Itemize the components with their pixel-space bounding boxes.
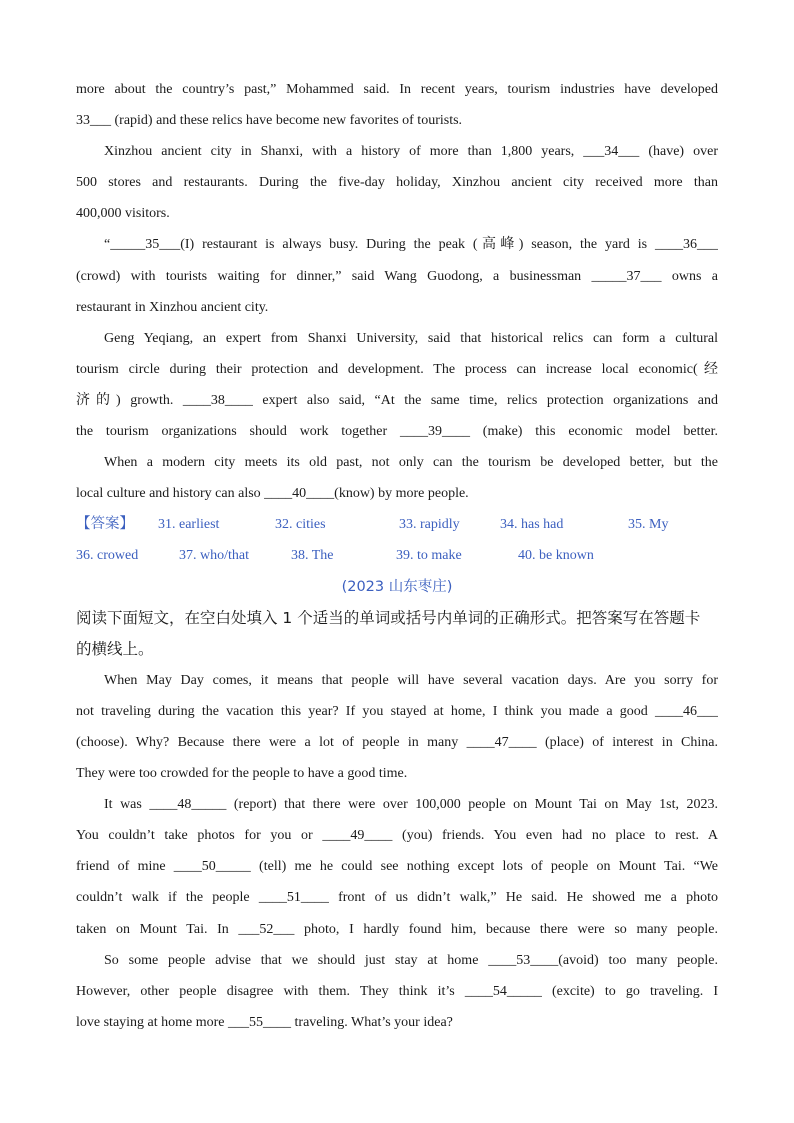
passage2-line: When May Day comes, it means that people will have several vacation days. Are you sorry for bbox=[104, 672, 718, 688]
answer-row-1 bbox=[76, 509, 718, 540]
passage1-line: the tourism organizations should work together ____39____ (make) this economic model better. bbox=[76, 424, 718, 440]
passage1-line: 400,000 visitors. bbox=[76, 206, 170, 222]
passage1-line: Geng Yeqiang, an expert from Shanxi University, said that historical relics can form a cultural bbox=[104, 330, 718, 346]
passage2-line: couldn’t walk if the people ____51____ front of us didn’t walk,” He said. He showed me a photo bbox=[76, 890, 718, 906]
passage1-line: “_____35___(I) restaurant is always busy. During the peak (高峰) season, the yard is ____36___ bbox=[104, 237, 718, 253]
passage2-line: love staying at home more ___55____ traveling. What’s your idea? bbox=[76, 1014, 453, 1030]
passage1-line: Xinzhou ancient city in Shanxi, with a history of more than 1,800 years, ___34___ (have) over bbox=[104, 144, 718, 160]
passage-2 bbox=[76, 665, 718, 1038]
answer-row-2 bbox=[76, 540, 718, 571]
answer-item: 33. rapidly bbox=[399, 517, 460, 533]
passage-1 bbox=[76, 74, 718, 509]
answer-item: 37. who/that bbox=[179, 548, 249, 564]
answer-item: 38. The bbox=[291, 548, 334, 564]
passage2-line: You couldn’t take photos for you or ____49____ (you) friends. You even had no place to rest. A bbox=[76, 828, 718, 844]
answer-item: 39. to make bbox=[396, 548, 462, 564]
instruction-line-2: 的横线上。 bbox=[76, 639, 154, 658]
passage2-line: taken on Mount Tai. In ___52___ photo, I hardly found him, because there were so many people. bbox=[76, 921, 718, 937]
passage2-line: So some people advise that we should just stay at home ____53____(avoid) too many people. bbox=[104, 952, 718, 968]
answer-label: 【答案】 bbox=[76, 516, 134, 533]
document-page bbox=[76, 74, 718, 1038]
passage2-line: friend of mine ____50_____ (tell) me he could see nothing except lots of people on Mount Tai. “We bbox=[76, 859, 718, 875]
section-title: (2023 山东枣庄) bbox=[341, 578, 453, 595]
passage1-line: more about the country’s past,” Mohammed said. In recent years, tourism industries have developed bbox=[76, 82, 718, 97]
passage1-line: When a modern city meets its old past, not only can the tourism be developed better, but the bbox=[104, 455, 718, 471]
passage2-line: However, other people disagree with them. They think it’s ____54_____ (excite) to go traveling. I bbox=[76, 983, 718, 999]
answer-item: 32. cities bbox=[275, 517, 326, 533]
passage1-line: (crowd) with tourists waiting for dinner,” said Wang Guodong, a businessman _____37___ owns a bbox=[76, 268, 718, 284]
passage2-line: They were too crowded for the people to have a good time. bbox=[76, 766, 408, 782]
passage1-line: 33___ (rapid) and these relics have become new favorites of tourists. bbox=[76, 113, 463, 129]
passage1-line: local culture and history can also ____40____(know) by more people. bbox=[76, 486, 469, 502]
answer-item: 34. has had bbox=[500, 517, 564, 533]
instruction-line-1: 阅读下面短文，在空白处填入 1 个适当的单词或括号内单词的正确形式。把答案写在答题卡 bbox=[76, 608, 701, 627]
passage2-line: It was ____48_____ (report) that there were over 100,000 people on Mount Tai on May 1st, 2023. bbox=[104, 797, 718, 813]
passage2-line: (choose). Why? Because there were a lot of people in many ____47____ (place) of interest in China. bbox=[76, 734, 718, 750]
passage1-line: tourism circle during their protection and development. The process can increase local economic(经 bbox=[76, 361, 718, 377]
passage1-line: 500 stores and restaurants. During the five-day holiday, Xinzhou ancient city received more than bbox=[76, 175, 718, 191]
passage2-line: not traveling during the vacation this year? If you stayed at home, I think you made a good ____46___ bbox=[76, 703, 718, 719]
answer-item: 40. be known bbox=[518, 548, 594, 564]
answer-item: 36. crowed bbox=[76, 548, 139, 564]
answer-item: 31. earliest bbox=[158, 517, 220, 533]
answer-item: 35. My bbox=[628, 517, 669, 533]
answer-key bbox=[76, 509, 718, 571]
passage1-line: 济的) growth. ____38____ expert also said, “At the same time, relics protection organizations and bbox=[76, 392, 718, 408]
passage1-line: restaurant in Xinzhou ancient city. bbox=[76, 299, 269, 315]
